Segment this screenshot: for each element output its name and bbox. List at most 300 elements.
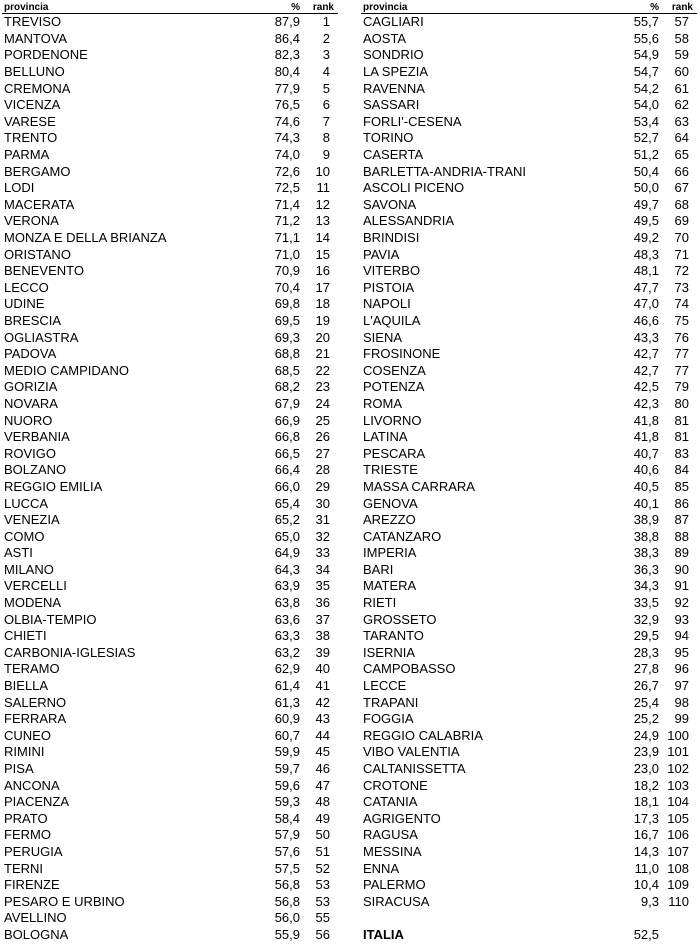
province-percent: 76,5 [274, 97, 300, 113]
province-rank: 66 [674, 163, 689, 179]
table-row [361, 744, 697, 761]
province-percent: 63,6 [274, 611, 300, 627]
province-name: BIELLA [4, 679, 49, 694]
right-table-column [361, 0, 697, 943]
province-rank: 60 [674, 64, 689, 80]
province-name: VIBO VALENTIA [363, 745, 460, 760]
table-row [361, 346, 697, 363]
province-percent: 66,8 [274, 429, 300, 445]
province-name: RIETI [363, 596, 397, 611]
province-percent: 66,9 [274, 412, 300, 428]
province-percent: 17,3 [633, 810, 659, 826]
province-percent: 23,0 [633, 761, 659, 777]
table-row [361, 728, 697, 745]
total-label: ITALIA [363, 927, 404, 942]
province-percent: 61,4 [274, 678, 300, 694]
province-rank: 106 [667, 827, 689, 843]
table-row [361, 80, 697, 97]
province-percent: 56,8 [274, 877, 300, 893]
table-row [2, 97, 338, 114]
province-percent: 66,4 [274, 462, 300, 478]
province-rank: 14 [315, 230, 330, 246]
province-name: BRINDISI [363, 231, 420, 246]
province-rank: 76 [674, 329, 689, 345]
province-percent: 50,4 [633, 163, 659, 179]
province-name: GORIZIA [4, 380, 58, 395]
table-row [2, 528, 338, 545]
province-name: ALESSANDRIA [363, 214, 455, 229]
province-rank: 80 [674, 395, 689, 411]
province-percent: 82,3 [274, 47, 300, 63]
province-percent: 63,9 [274, 578, 300, 594]
province-name: CATANIA [363, 795, 418, 810]
table-row [361, 528, 697, 545]
table-row [361, 777, 697, 794]
province-name: FERMO [4, 828, 51, 843]
table-row [361, 313, 697, 330]
province-rank: 22 [315, 362, 330, 378]
province-rank: 59 [674, 47, 689, 63]
table-row [2, 230, 338, 247]
table-row [2, 844, 338, 861]
table-row [2, 761, 338, 778]
table-row [2, 130, 338, 147]
province-name: GROSSETO [363, 612, 437, 627]
province-percent: 54,7 [633, 64, 659, 80]
province-percent: 40,1 [633, 495, 659, 511]
province-percent: 54,9 [633, 47, 659, 63]
province-rank: 93 [674, 611, 689, 627]
province-percent: 71,4 [274, 196, 300, 212]
table-row [2, 429, 338, 446]
province-name: RAVENNA [363, 81, 425, 96]
table-row [2, 313, 338, 330]
province-percent: 80,4 [274, 64, 300, 80]
header-percent: % [291, 2, 300, 13]
table-row [361, 114, 697, 131]
province-percent: 57,5 [274, 860, 300, 876]
table-row [361, 595, 697, 612]
province-name: TERAMO [4, 662, 60, 677]
province-name: VERCELLI [4, 579, 67, 594]
province-name: PARMA [4, 148, 50, 163]
table-row [2, 877, 338, 894]
table-row [2, 811, 338, 828]
province-percent: 43,3 [633, 329, 659, 345]
province-name: PISTOIA [363, 280, 415, 295]
province-name: TERNI [4, 861, 43, 876]
province-percent: 56,0 [274, 910, 300, 926]
header-provincia: provincia [363, 2, 408, 13]
table-row [2, 628, 338, 645]
province-rank: 55 [315, 910, 330, 926]
header-percent: % [650, 2, 659, 13]
province-name: VERBANIA [4, 430, 70, 445]
province-rank: 50 [315, 827, 330, 843]
province-rank: 108 [667, 860, 689, 876]
province-rank: 51 [315, 843, 330, 859]
province-percent: 18,2 [633, 777, 659, 793]
province-name: TRAPANI [363, 695, 419, 710]
province-percent: 9,3 [640, 893, 659, 909]
table-row [2, 114, 338, 131]
province-name: L'AQUILA [363, 313, 421, 328]
province-name: FERRARA [4, 712, 67, 727]
province-rank: 34 [315, 561, 330, 577]
province-percent: 42,5 [633, 379, 659, 395]
table-row [2, 927, 338, 944]
province-name: ROMA [363, 396, 402, 411]
province-name: OGLIASTRA [4, 330, 79, 345]
province-name: LIVORNO [363, 413, 422, 428]
province-name: FOGGIA [363, 712, 414, 727]
province-name: LECCO [4, 280, 49, 295]
province-rank: 31 [315, 512, 330, 528]
table-row [361, 761, 697, 778]
table-row [361, 379, 697, 396]
province-rank: 102 [667, 761, 689, 777]
province-percent: 49,5 [633, 213, 659, 229]
province-name: VARESE [4, 114, 56, 129]
province-name: BERGAMO [4, 164, 71, 179]
province-percent: 50,0 [633, 180, 659, 196]
province-rank: 20 [315, 329, 330, 345]
province-name: ISERNIA [363, 645, 416, 660]
table-row [361, 545, 697, 562]
table-row [2, 479, 338, 496]
province-percent: 71,2 [274, 213, 300, 229]
header-provincia: provincia [4, 2, 49, 13]
province-rank: 37 [315, 611, 330, 627]
province-rank: 53 [315, 893, 330, 909]
province-percent: 70,4 [274, 279, 300, 295]
province-name: PAVIA [363, 247, 400, 262]
province-percent: 59,7 [274, 761, 300, 777]
table-row [2, 744, 338, 761]
table-row [361, 64, 697, 81]
province-percent: 25,4 [633, 694, 659, 710]
province-percent: 56,8 [274, 893, 300, 909]
province-percent: 46,6 [633, 312, 659, 328]
province-name: PISA [4, 762, 34, 777]
right-rows [361, 14, 697, 910]
province-rank: 90 [674, 561, 689, 577]
province-rank: 33 [315, 545, 330, 561]
table-row [361, 296, 697, 313]
province-rank: 42 [315, 694, 330, 710]
province-rank: 83 [674, 445, 689, 461]
province-name: ROVIGO [4, 446, 57, 461]
province-name: CUNEO [4, 728, 51, 743]
table-row [361, 628, 697, 645]
province-name: GENOVA [363, 496, 418, 511]
province-rank: 9 [322, 147, 330, 163]
province-rank: 71 [674, 246, 689, 262]
province-name: MANTOVA [4, 31, 68, 46]
province-name: MONZA E DELLA BRIANZA [4, 231, 167, 246]
province-rank: 75 [674, 312, 689, 328]
table-row [361, 47, 697, 64]
province-name: VITERBO [363, 264, 421, 279]
table-row [361, 14, 697, 31]
total-row [361, 927, 697, 944]
table-row [361, 429, 697, 446]
table-row [361, 562, 697, 579]
table-header [361, 0, 697, 14]
province-rank: 18 [315, 296, 330, 312]
province-percent: 57,9 [274, 827, 300, 843]
province-rank: 97 [674, 678, 689, 694]
table-row [361, 412, 697, 429]
header-rank: rank [312, 2, 334, 13]
province-rank: 19 [315, 312, 330, 328]
province-rank: 3 [322, 47, 330, 63]
province-percent: 48,3 [633, 246, 659, 262]
province-percent: 65,0 [274, 528, 300, 544]
province-percent: 41,8 [633, 412, 659, 428]
province-rank: 89 [674, 545, 689, 561]
table-row [361, 711, 697, 728]
table-row [361, 860, 697, 877]
province-rank: 56 [315, 926, 330, 942]
province-name: PALERMO [363, 878, 426, 893]
province-rank: 7 [322, 113, 330, 129]
province-percent: 52,7 [633, 130, 659, 146]
province-rank: 95 [674, 644, 689, 660]
left-rows [2, 14, 338, 943]
province-rank: 45 [315, 744, 330, 760]
province-name: TRIESTE [363, 463, 418, 478]
province-percent: 27,8 [633, 661, 659, 677]
table-row [361, 661, 697, 678]
province-name: SASSARI [363, 98, 420, 113]
province-name: VICENZA [4, 98, 61, 113]
province-percent: 67,9 [274, 395, 300, 411]
table-row [2, 362, 338, 379]
province-name: BARI [363, 562, 394, 577]
province-percent: 65,2 [274, 512, 300, 528]
table-row [361, 31, 697, 48]
province-name: COMO [4, 529, 45, 544]
table-row [361, 694, 697, 711]
province-name: SIRACUSA [363, 894, 430, 909]
province-name: CAMPOBASSO [363, 662, 456, 677]
province-percent: 87,9 [274, 14, 300, 30]
province-name: CALTANISSETTA [363, 762, 466, 777]
province-percent: 11,0 [634, 860, 659, 876]
province-percent: 33,5 [633, 595, 659, 611]
table-row [2, 578, 338, 595]
province-name: RIMINI [4, 745, 45, 760]
table-row [361, 180, 697, 197]
province-rank: 101 [667, 744, 689, 760]
province-percent: 68,2 [274, 379, 300, 395]
table-row [361, 147, 697, 164]
province-percent: 64,9 [274, 545, 300, 561]
province-percent: 47,7 [633, 279, 659, 295]
province-name: AOSTA [363, 31, 407, 46]
province-rank: 2 [322, 30, 330, 46]
province-percent: 40,6 [633, 462, 659, 478]
table-row [2, 893, 338, 910]
province-percent: 42,3 [633, 395, 659, 411]
table-row [361, 197, 697, 214]
table-row [2, 31, 338, 48]
table-row [2, 280, 338, 297]
province-rank: 88 [674, 528, 689, 544]
province-name: CROTONE [363, 778, 428, 793]
table-row [2, 645, 338, 662]
province-percent: 54,2 [633, 80, 659, 96]
province-rank: 107 [667, 843, 689, 859]
province-rank: 63 [674, 113, 689, 129]
table-row [2, 346, 338, 363]
province-rank: 23 [315, 379, 330, 395]
table-row [361, 462, 697, 479]
province-name: PADOVA [4, 347, 57, 362]
province-rank: 77 [674, 362, 689, 378]
province-rank: 110 [668, 893, 689, 909]
province-rank: 41 [315, 678, 330, 694]
province-rank: 79 [674, 379, 689, 395]
province-rank: 10 [315, 163, 330, 179]
province-percent: 14,3 [633, 843, 659, 859]
province-percent: 74,6 [274, 113, 300, 129]
province-rank: 67 [674, 180, 689, 196]
province-rank: 96 [674, 661, 689, 677]
province-percent: 10,4 [633, 877, 659, 893]
province-rank: 16 [315, 263, 330, 279]
province-name: BARLETTA-ANDRIA-TRANI [363, 164, 526, 179]
province-percent: 68,5 [274, 362, 300, 378]
province-percent: 59,3 [274, 794, 300, 810]
table-row [361, 893, 697, 910]
province-name: COSENZA [363, 363, 426, 378]
province-name: LECCE [363, 679, 407, 694]
province-percent: 74,3 [274, 130, 300, 146]
province-rank: 17 [315, 279, 330, 295]
province-percent: 53,4 [633, 113, 659, 129]
province-name: PRATO [4, 811, 48, 826]
table-row [361, 611, 697, 628]
province-name: VERONA [4, 214, 59, 229]
province-percent: 51,2 [633, 147, 659, 163]
province-rank: 74 [674, 296, 689, 312]
table-row [2, 678, 338, 695]
province-percent: 60,9 [274, 711, 300, 727]
table-row [2, 545, 338, 562]
province-name: CAGLIARI [363, 15, 424, 30]
province-percent: 28,3 [633, 644, 659, 660]
province-percent: 86,4 [274, 30, 300, 46]
table-row [361, 246, 697, 263]
table-row [2, 213, 338, 230]
province-percent: 55,9 [274, 926, 300, 942]
province-name: MILANO [4, 562, 54, 577]
province-percent: 48,1 [633, 263, 659, 279]
province-rank: 39 [315, 644, 330, 660]
province-name: BELLUNO [4, 65, 65, 80]
province-rank: 103 [667, 777, 689, 793]
province-name: CATANZARO [363, 529, 442, 544]
table-row [361, 645, 697, 662]
table-row [361, 877, 697, 894]
province-name: SONDRIO [363, 48, 424, 63]
province-rank: 28 [315, 462, 330, 478]
table-row [2, 47, 338, 64]
province-rank: 86 [674, 495, 689, 511]
province-rank: 62 [674, 97, 689, 113]
province-name: MATERA [363, 579, 417, 594]
table-row [2, 711, 338, 728]
province-percent: 62,9 [274, 661, 300, 677]
province-rank: 48 [315, 794, 330, 810]
province-name: PESCARA [363, 446, 426, 461]
province-percent: 42,7 [633, 362, 659, 378]
province-percent: 69,5 [274, 312, 300, 328]
table-row [361, 811, 697, 828]
province-name: NAPOLI [363, 297, 411, 312]
province-name: MACERATA [4, 197, 75, 212]
table-row [2, 147, 338, 164]
province-rank: 24 [315, 395, 330, 411]
province-rank: 99 [674, 711, 689, 727]
province-percent: 29,5 [633, 628, 659, 644]
province-rank: 87 [674, 512, 689, 528]
table-row [361, 445, 697, 462]
province-percent: 64,3 [274, 561, 300, 577]
table-row [361, 97, 697, 114]
province-name: TORINO [363, 131, 414, 146]
table-row [2, 827, 338, 844]
province-rank: 21 [315, 346, 330, 362]
province-name: LA SPEZIA [363, 65, 429, 80]
province-rank: 35 [315, 578, 330, 594]
province-name: MODENA [4, 596, 62, 611]
province-name: ENNA [363, 861, 400, 876]
table-row [2, 512, 338, 529]
table-row [361, 130, 697, 147]
province-rank: 8 [322, 130, 330, 146]
table-row [361, 827, 697, 844]
province-name: BOLOGNA [4, 927, 69, 942]
province-name: ANCONA [4, 778, 60, 793]
province-percent: 36,3 [633, 561, 659, 577]
province-percent: 47,0 [633, 296, 659, 312]
table-row [361, 280, 697, 297]
table-row [2, 562, 338, 579]
table-row [2, 14, 338, 31]
table-row [2, 180, 338, 197]
table-row [2, 445, 338, 462]
province-rank: 5 [322, 80, 330, 96]
province-percent: 54,0 [633, 97, 659, 113]
table-row [2, 794, 338, 811]
province-rank: 47 [315, 777, 330, 793]
table-row [361, 512, 697, 529]
province-percent: 18,1 [633, 794, 659, 810]
province-name: FROSINONE [363, 347, 441, 362]
province-rank: 58 [674, 30, 689, 46]
province-percent: 74,0 [274, 147, 300, 163]
table-row [361, 495, 697, 512]
table-row [2, 329, 338, 346]
province-percent: 71,1 [274, 230, 300, 246]
province-name: CHIETI [4, 629, 47, 644]
province-rank: 52 [315, 860, 330, 876]
province-percent: 38,8 [633, 528, 659, 544]
province-percent: 57,6 [274, 843, 300, 859]
